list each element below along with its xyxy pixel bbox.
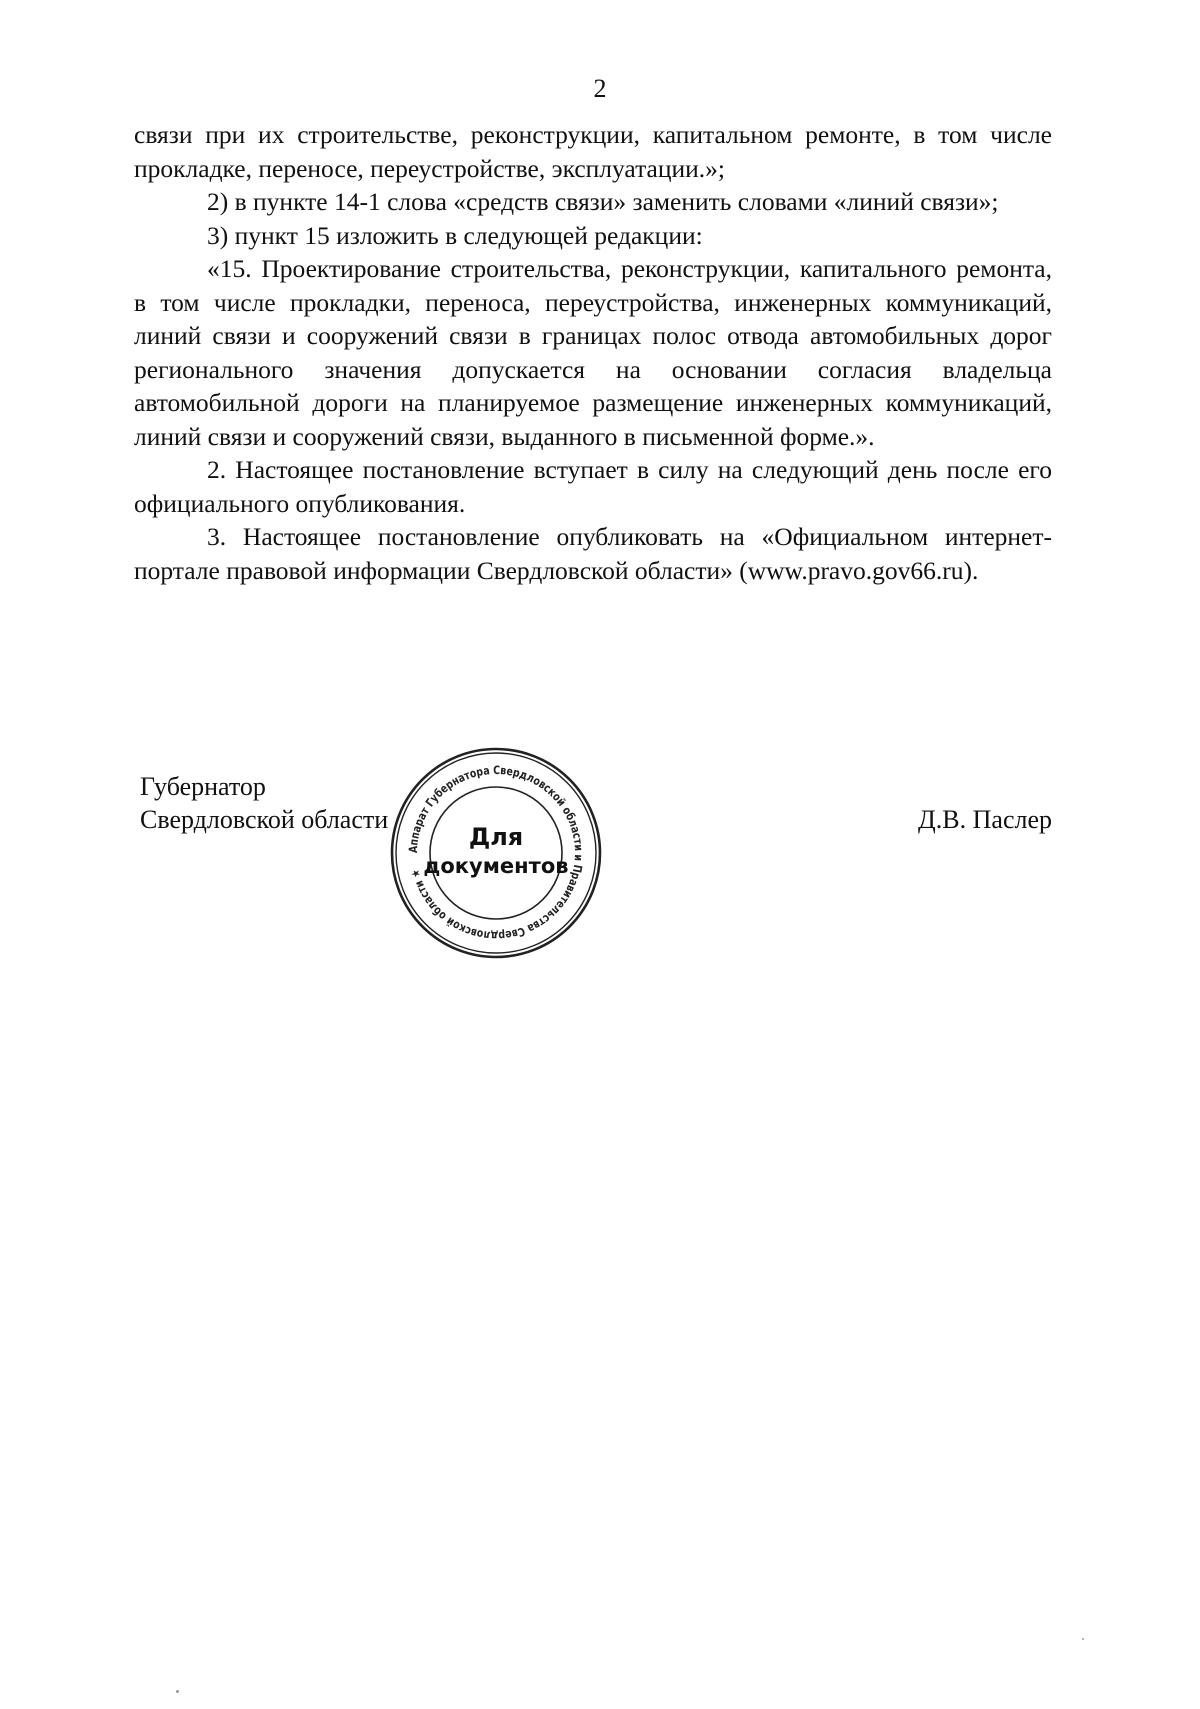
scan-speck	[1082, 1638, 1084, 1640]
signer-position-line1: Губернатор	[140, 772, 266, 801]
page-number: 2	[593, 74, 607, 103]
paragraph-continuation: связи при их строительстве, реконструкции, капитальном ремонте, в том числе прокладке, переносе, переустройстве, эксплуатации.»;	[134, 120, 1052, 183]
official-stamp	[386, 743, 606, 963]
scan-speck	[176, 1690, 179, 1693]
stamp-seal-icon	[386, 743, 606, 963]
signer-position-line2: Свердловской области	[140, 805, 389, 834]
paragraph-section-3: 3. Настоящее постановление опубликовать на «Официальном интернет-портале правовой информации Свердловской области» (www.pravo.gov66.ru).	[134, 522, 1052, 585]
document-body	[134, 118, 1052, 587]
stamp-ring-text: Аппарат Губернатора Свердловской области и Правительства Свердловской области ★	[405, 762, 587, 944]
signer-position	[140, 770, 388, 836]
paragraph-section-2: 2. Настоящее постановление вступает в силу на следующий день после его официального опубликования.	[134, 455, 1052, 518]
stamp-center-line2: документов	[423, 854, 569, 878]
stamp-center-line1: Для	[468, 823, 524, 851]
paragraph-item-3: 3) пункт 15 изложить в следующей редакции:	[207, 220, 703, 250]
paragraph-item-2: 2) в пункте 14-1 слова «средств связи» заменить словами «линий связи»;	[207, 187, 999, 216]
signer-name: Д.В. Паслер	[918, 805, 1052, 834]
paragraph-clause-15: «15. Проектирование строительства, реконструкции, капитального ремонта, в том числе прокладки, переноса, переустройства, инженерных коммуникаций, линий связи и сооружений связи в границах полос отвода автомобильных дорог регионального значения допускается на основании согласия владельца автомобильной дороги на планируемое размещение инженерных коммуникаций, линий связи и сооружений связи, выданного в письменной форме.».	[134, 254, 1052, 451]
